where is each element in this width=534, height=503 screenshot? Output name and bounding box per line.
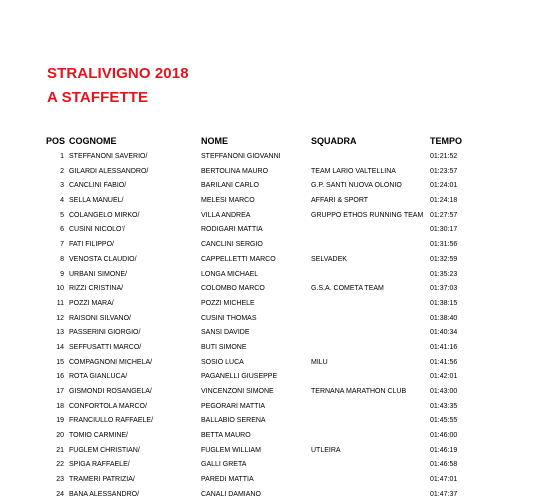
cell-cognome: GILARDI ALESSANDRO/ [69,167,149,175]
cell-nome: PAREDI MATTIA [201,476,254,484]
cell-tempo: 01:46:19 [430,446,458,454]
table-row [0,179,534,194]
table-row [0,312,534,327]
cell-nome: PEGORARI MATTIA [201,402,266,410]
table-row [0,238,534,253]
cell-cognome: VENOSTA CLAUDIO/ [69,255,137,263]
cell-pos: 12 [56,314,64,322]
cell-squadra: TEAM LARIO VALTELLINA [311,167,396,175]
cell-pos: 15 [56,358,64,366]
cell-tempo: 01:42:01 [430,373,458,381]
cell-tempo: 01:43:00 [430,388,458,395]
cell-pos: 3 [60,182,64,190]
table-row [0,150,534,165]
document-subtitle: A STAFFETTE [47,89,149,106]
cell-nome: CAPPELLETTI MARCO [201,255,276,263]
cell-squadra: G.P. SANTI NUOVA OLONIO [311,182,402,190]
cell-tempo: 01:37:03 [430,285,458,293]
cell-nome: LONGA MICHAEL [201,270,259,278]
document-title: STRALIVIGNO 2018 [47,65,189,82]
cell-nome: FUGLEM WILLIAM [201,446,261,454]
cell-nome: CANCLINI SERGIO [201,241,263,249]
cell-tempo: 01:35:23 [430,270,458,278]
cell-tempo: 01:41:56 [430,358,458,366]
cell-cognome: FRANCIULLO RAFFAELE/ [69,417,154,425]
cell-nome: PAGANELLI GIUSEPPE [201,373,278,381]
cell-pos: 20 [56,432,64,440]
cell-cognome: CANCLINI FABIO/ [69,182,127,190]
cell-cognome: CUSINI NICOLO'/ [69,226,125,234]
cell-tempo: 01:24:18 [430,197,458,205]
cell-pos: 9 [60,270,64,278]
cell-pos: 19 [56,417,64,425]
cell-cognome: GISMONDI ROSANGELA/ [69,388,152,395]
cell-pos: 22 [56,461,64,469]
cell-nome: SOSIO LUCA [201,358,244,366]
table-row [0,268,534,283]
table-row [0,356,534,371]
table-row [0,194,534,209]
cell-nome: BALLABIO SERENA [201,417,266,425]
cell-cognome: SELLA MANUEL/ [69,197,124,205]
cell-pos: 10 [56,285,64,293]
cell-pos: 8 [60,255,64,263]
cell-tempo: 01:32:59 [430,255,458,263]
header-cognome: COGNOME [69,136,117,146]
cell-nome: POZZI MICHELE [201,299,255,307]
table-row [0,223,534,238]
cell-pos: 5 [60,211,64,219]
cell-squadra: SELVADEK [311,255,347,263]
cell-tempo: 01:47:01 [430,476,458,484]
cell-cognome: TOMIO CARMINE/ [69,432,128,440]
cell-cognome: COLANGELO MIRKO/ [69,211,140,219]
cell-pos: 21 [56,446,64,454]
cell-tempo: 01:43:35 [430,402,458,410]
cell-nome: STEFFANONI GIOVANNI [201,153,281,160]
cell-tempo: 01:27:57 [430,211,458,219]
cell-tempo: 01:45:55 [430,417,458,425]
cell-squadra: GRUPPO ETHOS RUNNING TEAM [311,211,424,219]
cell-tempo: 01:38:40 [430,314,458,322]
table-row [0,370,534,385]
cell-cognome: POZZI MARA/ [69,299,114,307]
cell-pos: 13 [56,329,64,337]
cell-cognome: PASSERINI GIORGIO/ [69,329,141,337]
cell-pos: 17 [56,388,64,395]
cell-squadra: G.S.A. COMETA TEAM [311,285,384,293]
cell-cognome: SPIGA RAFFAELE/ [69,461,130,469]
table-row [0,458,534,473]
table-row [0,297,534,312]
cell-pos: 2 [60,167,64,175]
table-row [0,444,534,459]
cell-tempo: 01:23:57 [430,167,458,175]
cell-pos: 11 [56,299,64,307]
cell-nome: CANALI DAMIANO [201,490,261,498]
cell-pos: 24 [56,490,64,498]
cell-nome: VINCENZONI SIMONE [201,388,274,395]
header-tempo: TEMPO [430,136,463,146]
cell-nome: BERTOLINA MAURO [201,167,269,175]
cell-cognome: ROTA GIANLUCA/ [69,373,128,381]
cell-nome: SANSI DAVIDE [201,329,250,337]
cell-tempo: 01:46:58 [430,461,458,469]
table-row [0,326,534,341]
cell-squadra: UTLEIRA [311,446,341,454]
cell-tempo: 01:41:16 [430,343,458,351]
cell-tempo: 01:40:34 [430,329,458,337]
table-row [0,209,534,224]
cell-nome: CUSINI THOMAS [201,314,257,322]
cell-cognome: TRAMERI PATRIZIA/ [69,476,135,484]
cell-pos: 18 [56,402,64,410]
cell-nome: RODIGARI MATTIA [201,226,263,234]
cell-nome: GALLI GRETA [201,461,247,469]
cell-cognome: FUGLEM CHRISTIAN/ [69,446,140,454]
header-nome: NOME [201,136,228,146]
cell-cognome: STEFFANONI SAVERIO/ [69,153,148,160]
cell-tempo: 01:47:37 [430,490,458,498]
cell-nome: BARILANI CARLO [201,182,259,190]
cell-nome: BUTI SIMONE [201,343,247,351]
table-row [0,253,534,268]
cell-cognome: URBANI SIMONE/ [69,270,127,278]
cell-squadra: TERNANA MARATHON CLUB [311,388,407,395]
cell-tempo: 01:38:15 [430,299,458,307]
cell-squadra: AFFARI & SPORT [311,197,369,205]
table-row [0,400,534,415]
table-row [0,429,534,444]
cell-pos: 6 [60,226,64,234]
cell-pos: 7 [60,241,64,249]
table-row [0,165,534,180]
cell-tempo: 01:24:01 [430,182,458,190]
cell-tempo: 01:31:56 [430,241,458,249]
cell-pos: 23 [56,476,64,484]
cell-tempo: 01:30:17 [430,226,458,234]
cell-nome: VILLA ANDREA [201,211,251,219]
cell-pos: 1 [60,153,64,160]
table-row [0,414,534,429]
header-pos: POS [46,136,66,146]
cell-cognome: RIZZI CRISTINA/ [69,285,124,293]
cell-cognome: BANA ALESSANDRO/ [69,490,140,498]
cell-tempo: 01:46:00 [430,432,458,440]
table-row [0,385,534,400]
cell-cognome: SEFFUSATTI MARCO/ [69,343,142,351]
cell-cognome: FATI FILIPPO/ [69,241,114,249]
cell-cognome: COMPAGNONI MICHELA/ [69,358,153,366]
cell-nome: COLOMBO MARCO [201,285,265,293]
table-row [0,473,534,488]
cell-nome: MELESI MARCO [201,197,255,205]
table-row [0,488,534,503]
cell-tempo: 01:21:52 [430,153,458,160]
cell-cognome: RAISONI SILVANO/ [69,314,131,322]
results-table [0,150,534,503]
table-row [0,341,534,356]
header-squadra: SQUADRA [311,136,357,146]
cell-pos: 16 [56,373,64,381]
cell-pos: 14 [56,343,64,351]
cell-squadra: MILU [311,358,328,366]
cell-pos: 4 [60,197,64,205]
cell-cognome: CONFORTOLA MARCO/ [69,402,147,410]
cell-nome: BETTA MAURO [201,432,251,440]
table-row [0,282,534,297]
